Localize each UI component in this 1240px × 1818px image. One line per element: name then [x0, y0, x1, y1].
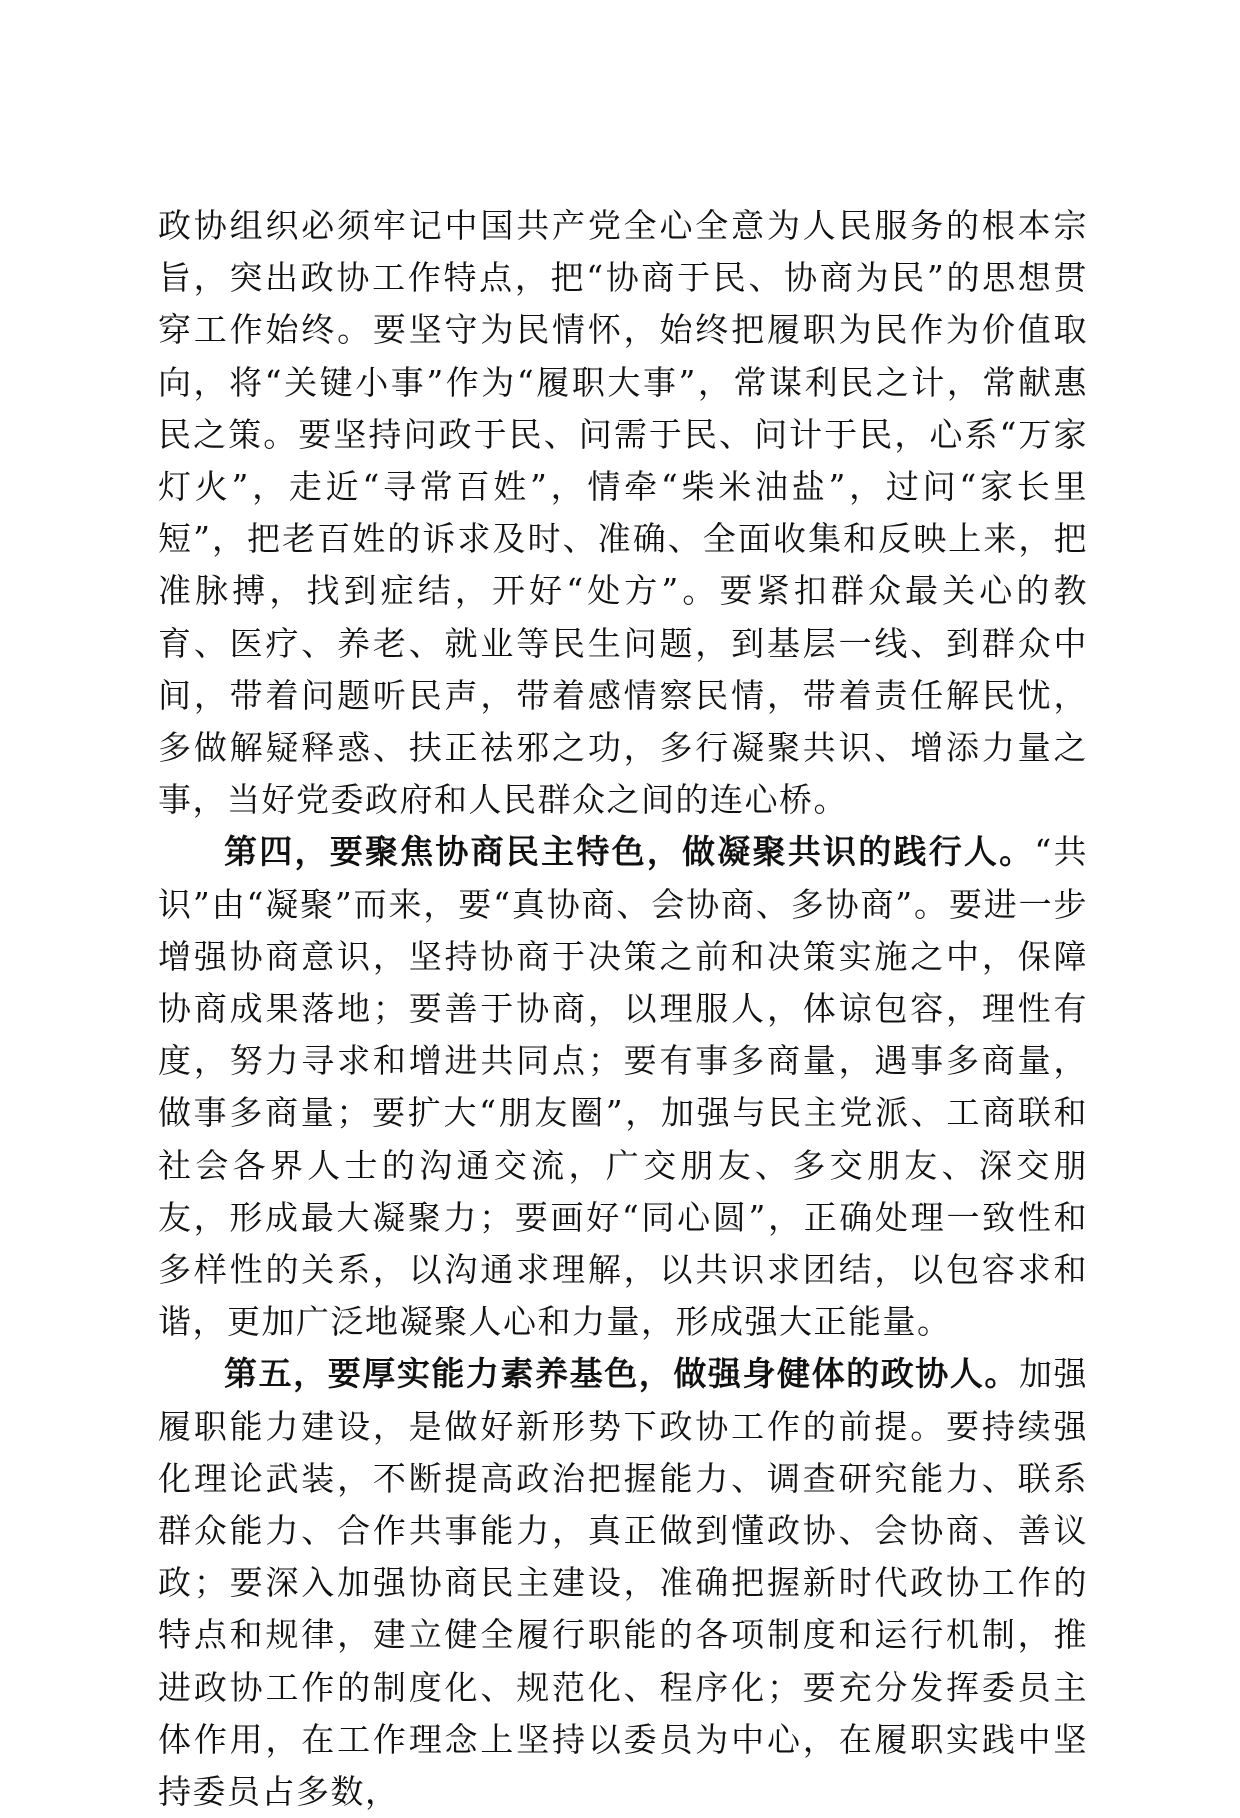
paragraph-text: 加强履职能力建设，是做好新形势下政协工作的前提。要持续强化理论武装，不断提高政治把握能力、调查研究能力、联系群众能力、合作共事能力，真正做到懂政协、会协商、善议政；要深入加强协商民主建设，准确把握新时代政协工作的特点和规律，建立健全履行职能的各项制度和运行机制，推进政协工作的制度化、规范化、程序化；要充分发挥委员主体作用，在工作理念上坚持以委员为中心，在履职实践中坚持委员占多数，	[158, 1354, 1088, 1812]
paragraph-heading: 第四，要聚焦协商民主特色，做凝聚共识的践行人。	[224, 832, 1035, 872]
paragraph-fifth-point	[158, 1348, 1088, 1818]
document-body	[158, 200, 1088, 1818]
paragraph-fourth-point	[158, 826, 1088, 1348]
paragraph-heading: 第五，要厚实能力素养基色，做强身健体的政协人。	[224, 1354, 1019, 1394]
paragraph-text: 政协组织必须牢记中国共产党全心全意为人民服务的根本宗旨，突出政协工作特点，把“协商于民、协商为民”的思想贯穿工作始终。要坚守为民情怀，始终把履职为民作为价值取向，将“关键小事”作为“履职大事”，常谋利民之计，常献惠民之策。要坚持问政于民、问需于民、问计于民，心系“万家灯火”，走近“寻常百姓”，情牵“柴米油盐”，过问“家长里短”，把老百姓的诉求及时、准确、全面收集和反映上来，把准脉搏，找到症结，开好“处方”。要紧扣群众最关心的教育、医疗、养老、就业等民生问题，到基层一线、到群众中间，带着问题听民声，带着感情察民情，带着责任解民忧，多做解疑释惑、扶正祛邪之功，多行凝聚共识、增添力量之事，当好党委政府和人民群众之间的连心桥。	[158, 206, 1088, 820]
paragraph-text: “共识”由“凝聚”而来，要“真协商、会协商、多协商”。要进一步增强协商意识，坚持协商于决策之前和决策实施之中，保障协商成果落地；要善于协商，以理服人，体谅包容，理性有度，努力寻求和增进共同点；要有事多商量，遇事多商量，做事多商量；要扩大“朋友圈”，加强与民主党派、工商联和社会各界人士的沟通交流，广交朋友、多交朋友、深交朋友，形成最大凝聚力；要画好“同心圆”，正确处理一致性和多样性的关系，以沟通求理解，以共识求团结，以包容求和谐，更加广泛地凝聚人心和力量，形成强大正能量。	[158, 832, 1088, 1342]
paragraph-people-service	[158, 200, 1088, 826]
